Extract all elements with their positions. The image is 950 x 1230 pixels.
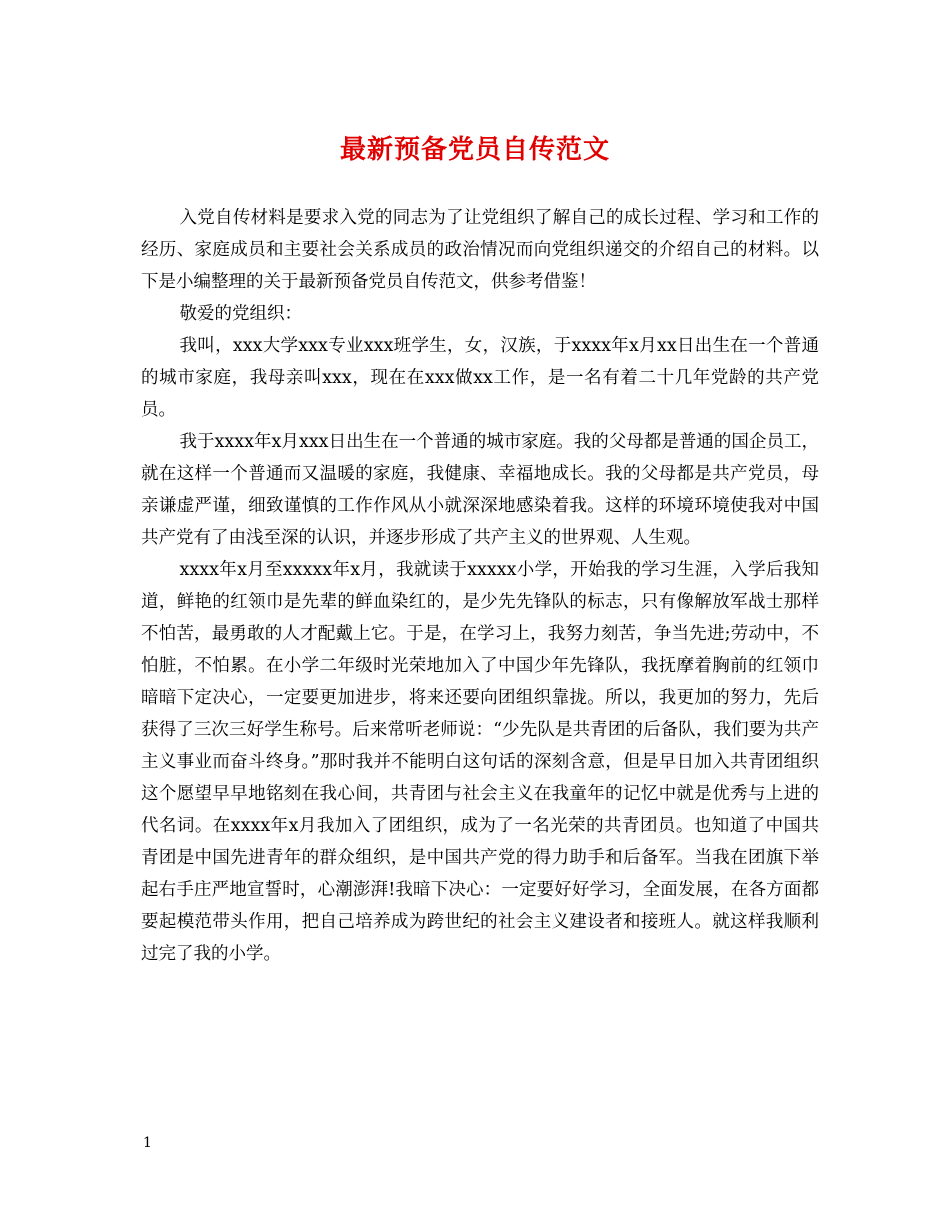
document-title: 最新预备党员自传范文 (339, 135, 610, 165)
paragraph-self-introduction: 我叫，xxx大学xxx专业xxx班学生，女，汉族，于xxxx年x月xx日出生在一个普通的城市家庭，我母亲叫xxx，现在在xxx做xx工作，是一名有着二十几年党龄的共产党员。 (141, 336, 819, 420)
paragraph-primary-school: xxxx年x月至xxxxx年x月，我就读于xxxxx小学，开始我的学习生涯，入学后我知道，鲜艳的红领巾是先辈的鲜血染红的，是少先先锋队的标志，只有像解放军战士那样不怕苦，最勇敢的人才配戴上它。于是，在学习上，我努力刻苦，争当先进;劳动中，不怕脏，不怕累。在小学二年级时光荣地加入了中国少年先锋队，我抚摩着胸前的红领巾暗暗下定决心，一定要更加进步，将来还要向团组织靠拢。所以，我更加的努力，先后获得了三次三好学生称号。后来常听老师说：“少先队是共青团的后备队，我们要为共产主义事业而奋斗终身。”那时我并不能明白这句话的深刻含意，但是早日加入共青团组织这个愿望早早地铭刻在我心间，共青团与社会主义在我童年的记忆中就是优秀与上进的代名词。在xxxx年x月我加入了团组织，成为了一名光荣的共青团员。也知道了中国共青团是中国先进青年的群众组织，是中国共产党的得力助手和后备军。当我在团旗下举起右手庄严地宣誓时，心潮澎湃!我暗下决心：一定要好好学习，全面发展，在各方面都要起模范带头作用，把自己培养成为跨世纪的社会主义建设者和接班人。就这样我顺利过完了我的小学。 (141, 560, 819, 964)
intro-paragraph: 入党自传材料是要求入党的同志为了让党组织了解自己的成长过程、学习和工作的经历、家庭成员和主要社会关系成员的政治情况而向党组织递交的介绍自己的材料。以下是小编整理的关于最新预备党员自传范文，供参考借鉴！ (141, 208, 819, 292)
salutation: 敬爱的党组织： (179, 304, 302, 324)
page-number: 1 (143, 1135, 152, 1151)
document-body (141, 202, 819, 970)
paragraph-family-background: 我于xxxx年x月xxx日出生在一个普通的城市家庭。我的父母都是普通的国企员工，就在这样一个普通而又温暖的家庭，我健康、幸福地成长。我的父母都是共产党员，母亲谦虚严谨，细致谨慎的工作作风从小就深深地感染着我。这样的环境环境使我对中国共产党有了由浅至深的认识，并逐步形成了共产主义的世界观、人生观。 (141, 432, 819, 548)
